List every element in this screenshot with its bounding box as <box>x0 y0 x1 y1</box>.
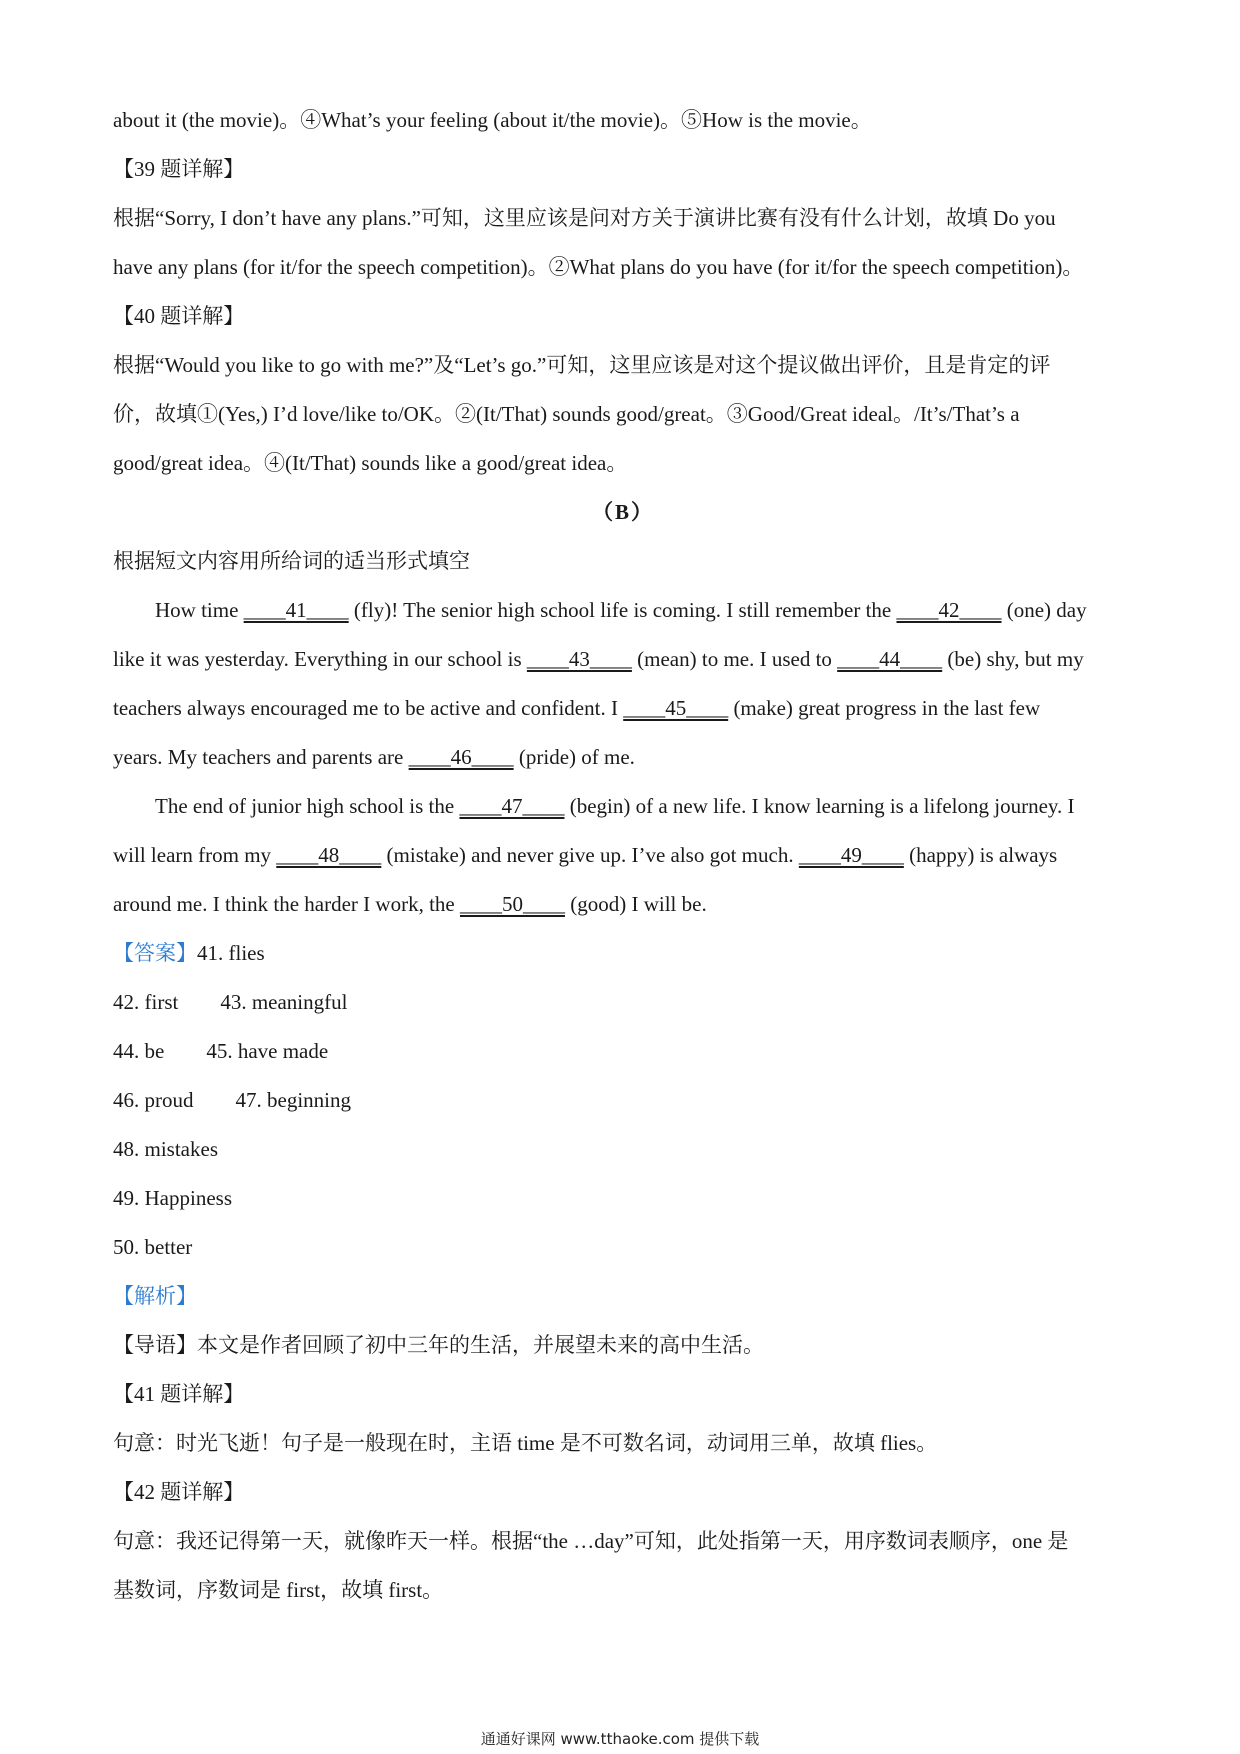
passage-text: teachers always encouraged me to be active and confident. I <box>113 696 624 720</box>
passage-p2-line2 <box>113 831 1133 880</box>
section-b-instruction: 根据短文内容用所给词的适当形式填空 <box>113 549 470 573</box>
passage-text: (good) I will be. <box>564 892 707 916</box>
answer-line-41 <box>113 929 1133 978</box>
passage-text: like it was yesterday. Everything in our school is <box>113 647 527 671</box>
q42-heading: 【42 题详解】 <box>113 1480 245 1504</box>
passage-p1-line4 <box>113 733 1133 782</box>
section-b-title: （B） <box>591 500 654 524</box>
blank-43: ____43____ <box>526 647 632 671</box>
blank-45: ____45____ <box>623 696 729 720</box>
passage-p1-line3 <box>113 684 1133 733</box>
passage-text: (make) great progress in the last few <box>728 696 1041 720</box>
passage-p2-line1 <box>113 782 1133 831</box>
document-page <box>113 96 1133 1615</box>
answer-line-42-43 <box>113 978 1133 1027</box>
answer-41: 41. flies <box>197 941 265 965</box>
q40-text-line2: 价，故填①(Yes,) I’d love/like to/OK。②(It/That) sounds good/great。③Good/Great ideal。/It’s/That’s a <box>113 402 1020 426</box>
passage-text: The end of junior high school is the <box>155 794 460 818</box>
answer-48: 48. mistakes <box>113 1137 218 1161</box>
passage-text: (fly)! The senior high school life is coming. I still remember the <box>348 598 897 622</box>
answer-line-44-45 <box>113 1027 1133 1076</box>
passage-text: years. My teachers and parents are <box>113 745 409 769</box>
answer-45: 45. have made <box>206 1039 329 1063</box>
q39-text-line2: have any plans (for it/for the speech competition)。②What plans do you have (for it/for the speech competition)。 <box>113 255 1084 279</box>
answer-line-46-47 <box>113 1076 1133 1125</box>
answer-label: 【答案】 <box>113 941 197 965</box>
passage-text: will learn from my <box>113 843 277 867</box>
blank-47: ____47____ <box>459 794 565 818</box>
blank-46: ____46____ <box>408 745 514 769</box>
q40-text-line1: 根据“Would you like to go with me?”及“Let’s go.”可知，这里应该是对这个提议做出评价，且是肯定的评 <box>113 353 1051 377</box>
q39-text-line1: 根据“Sorry, I don’t have any plans.”可知，这里应该是问对方关于演讲比赛有没有什么计划，故填 Do you <box>113 206 1056 230</box>
answer-47: 47. beginning <box>235 1088 351 1112</box>
passage-text: (pride) of me. <box>513 745 635 769</box>
answer-44: 44. be <box>113 1039 165 1063</box>
answer-42: 42. first <box>113 990 179 1014</box>
passage-p2-line3 <box>113 880 1133 929</box>
answer-49: 49. Happiness <box>113 1186 232 1210</box>
q41-text: 句意：时光飞逝！句子是一般现在时，主语 time 是不可数名词，动词用三单，故填 flies。 <box>113 1431 938 1455</box>
passage-text: (begin) of a new life. I know learning is a lifelong journey. I <box>564 794 1075 818</box>
page-footer: 通通好课网 www.tthaoke.com 提供下载 <box>480 1730 760 1748</box>
answer-43: 43. meaningful <box>220 990 348 1014</box>
analysis-label: 【解析】 <box>113 1284 197 1308</box>
passage-text: around me. I think the harder I work, the <box>113 892 460 916</box>
blank-49: ____49____ <box>798 843 904 867</box>
passage-text: (one) day <box>1001 598 1087 622</box>
q42-text-line2: 基数词，序数词是 first，故填 first。 <box>113 1578 444 1602</box>
passage-p1-line2 <box>113 635 1133 684</box>
blank-50: ____50____ <box>459 892 565 916</box>
answer-46: 46. proud <box>113 1088 194 1112</box>
passage-p1-line1 <box>113 586 1133 635</box>
passage-text: (be) shy, but my <box>942 647 1084 671</box>
blank-44: ____44____ <box>837 647 943 671</box>
q41-heading: 【41 题详解】 <box>113 1382 245 1406</box>
blank-42: ____42____ <box>896 598 1002 622</box>
q40-heading: 【40 题详解】 <box>113 304 245 328</box>
q40-text-line3: good/great idea。④(It/That) sounds like a good/great idea。 <box>113 451 628 475</box>
passage-text: (mean) to me. I used to <box>631 647 838 671</box>
q39-heading: 【39 题详解】 <box>113 157 245 181</box>
prev-explanation-line: about it (the movie)。④What’s your feeling (about it/the movie)。⑤How is the movie。 <box>113 108 872 132</box>
q42-text-line1: 句意：我还记得第一天，就像昨天一样。根据“the …day”可知，此处指第一天，用序数词表顺序，one 是 <box>113 1529 1069 1553</box>
passage-text: How time <box>155 598 244 622</box>
blank-41: ____41____ <box>243 598 349 622</box>
analysis-intro: 【导语】本文是作者回顾了初中三年的生活，并展望未来的高中生活。 <box>113 1333 764 1357</box>
answer-50: 50. better <box>113 1235 193 1259</box>
passage-text: (happy) is always <box>903 843 1058 867</box>
blank-48: ____48____ <box>276 843 382 867</box>
passage-text: (mistake) and never give up. I’ve also got much. <box>381 843 799 867</box>
